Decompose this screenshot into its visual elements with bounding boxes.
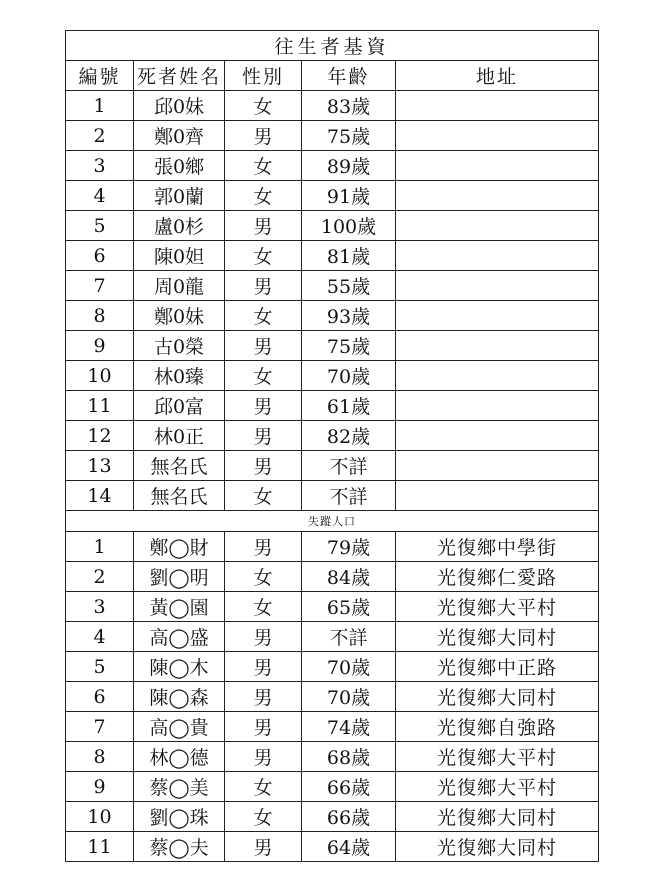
cell-sex: 男 bbox=[225, 682, 302, 712]
cell-sex: 女 bbox=[225, 592, 302, 622]
header-sex: 性別 bbox=[225, 61, 302, 91]
cell-age: 65歲 bbox=[302, 592, 396, 622]
cell-address: 光復鄉仁愛路 bbox=[396, 562, 599, 592]
deceased-row bbox=[66, 91, 599, 121]
cell-sex: 女 bbox=[225, 181, 302, 211]
cell-age: 83歲 bbox=[302, 91, 396, 121]
cell-age: 91歲 bbox=[302, 181, 396, 211]
header-row bbox=[66, 61, 599, 91]
cell-sex: 女 bbox=[225, 772, 302, 802]
cell-number: 14 bbox=[66, 481, 134, 511]
cell-age: 70歲 bbox=[302, 682, 396, 712]
cell-address bbox=[396, 151, 599, 181]
cell-sex: 男 bbox=[225, 451, 302, 481]
cell-sex: 女 bbox=[225, 361, 302, 391]
missing-row bbox=[66, 592, 599, 622]
cell-number: 10 bbox=[66, 802, 134, 832]
records-table bbox=[65, 30, 599, 862]
cell-address: 光復鄉中學街 bbox=[396, 532, 599, 562]
cell-number: 6 bbox=[66, 241, 134, 271]
cell-age: 70歲 bbox=[302, 361, 396, 391]
cell-sex: 女 bbox=[225, 802, 302, 832]
cell-address bbox=[396, 451, 599, 481]
cell-name: 張0鄉 bbox=[134, 151, 225, 181]
cell-name: 古0榮 bbox=[134, 331, 225, 361]
cell-name: 高◯貴 bbox=[134, 712, 225, 742]
cell-sex: 男 bbox=[225, 121, 302, 151]
cell-name: 高◯盛 bbox=[134, 622, 225, 652]
cell-address bbox=[396, 211, 599, 241]
cell-age: 93歲 bbox=[302, 301, 396, 331]
cell-sex: 女 bbox=[225, 91, 302, 121]
cell-sex: 女 bbox=[225, 301, 302, 331]
cell-address: 光復鄉大同村 bbox=[396, 682, 599, 712]
cell-name: 鄭◯財 bbox=[134, 532, 225, 562]
cell-number: 9 bbox=[66, 331, 134, 361]
cell-age: 100歲 bbox=[302, 211, 396, 241]
cell-name: 黃◯園 bbox=[134, 592, 225, 622]
cell-name: 陳◯木 bbox=[134, 652, 225, 682]
cell-address: 光復鄉大平村 bbox=[396, 592, 599, 622]
cell-name: 陳0妲 bbox=[134, 241, 225, 271]
cell-age: 74歲 bbox=[302, 712, 396, 742]
cell-sex: 男 bbox=[225, 712, 302, 742]
deceased-row bbox=[66, 481, 599, 511]
cell-sex: 女 bbox=[225, 481, 302, 511]
missing-row bbox=[66, 712, 599, 742]
cell-sex: 女 bbox=[225, 241, 302, 271]
cell-name: 邱0富 bbox=[134, 391, 225, 421]
cell-address bbox=[396, 241, 599, 271]
deceased-row bbox=[66, 331, 599, 361]
cell-sex: 男 bbox=[225, 652, 302, 682]
cell-number: 7 bbox=[66, 712, 134, 742]
cell-name: 無名氏 bbox=[134, 451, 225, 481]
cell-name: 邱0妹 bbox=[134, 91, 225, 121]
cell-address bbox=[396, 421, 599, 451]
cell-number: 8 bbox=[66, 301, 134, 331]
cell-age: 75歲 bbox=[302, 121, 396, 151]
missing-row bbox=[66, 622, 599, 652]
cell-sex: 男 bbox=[225, 391, 302, 421]
cell-age: 84歲 bbox=[302, 562, 396, 592]
cell-address bbox=[396, 361, 599, 391]
cell-age: 81歲 bbox=[302, 241, 396, 271]
cell-sex: 女 bbox=[225, 562, 302, 592]
cell-address bbox=[396, 121, 599, 151]
cell-age: 68歲 bbox=[302, 742, 396, 772]
cell-sex: 男 bbox=[225, 622, 302, 652]
deceased-row bbox=[66, 271, 599, 301]
cell-number: 8 bbox=[66, 742, 134, 772]
table-title-row bbox=[66, 31, 599, 61]
cell-address: 光復鄉大同村 bbox=[396, 622, 599, 652]
header-address: 地址 bbox=[396, 61, 599, 91]
cell-age: 82歲 bbox=[302, 421, 396, 451]
cell-address bbox=[396, 91, 599, 121]
cell-name: 林0正 bbox=[134, 421, 225, 451]
cell-number: 2 bbox=[66, 562, 134, 592]
cell-number: 7 bbox=[66, 271, 134, 301]
deceased-row bbox=[66, 211, 599, 241]
deceased-row bbox=[66, 451, 599, 481]
cell-age: 89歲 bbox=[302, 151, 396, 181]
section-row bbox=[66, 511, 599, 532]
cell-number: 2 bbox=[66, 121, 134, 151]
missing-row bbox=[66, 532, 599, 562]
deceased-row bbox=[66, 121, 599, 151]
cell-age: 55歲 bbox=[302, 271, 396, 301]
cell-sex: 男 bbox=[225, 532, 302, 562]
table-title: 往生者基資 bbox=[66, 31, 599, 61]
cell-name: 郭0蘭 bbox=[134, 181, 225, 211]
cell-sex: 男 bbox=[225, 211, 302, 241]
cell-address bbox=[396, 271, 599, 301]
cell-number: 5 bbox=[66, 211, 134, 241]
cell-address: 光復鄉大平村 bbox=[396, 772, 599, 802]
cell-address: 光復鄉大平村 bbox=[396, 742, 599, 772]
cell-name: 劉◯珠 bbox=[134, 802, 225, 832]
missing-row bbox=[66, 562, 599, 592]
cell-address: 光復鄉大同村 bbox=[396, 832, 599, 862]
cell-number: 4 bbox=[66, 622, 134, 652]
cell-age: 61歲 bbox=[302, 391, 396, 421]
cell-name: 劉◯明 bbox=[134, 562, 225, 592]
missing-row bbox=[66, 802, 599, 832]
cell-address bbox=[396, 181, 599, 211]
header-name: 死者姓名 bbox=[134, 61, 225, 91]
cell-sex: 男 bbox=[225, 742, 302, 772]
cell-address: 光復鄉大同村 bbox=[396, 802, 599, 832]
cell-number: 10 bbox=[66, 361, 134, 391]
cell-sex: 男 bbox=[225, 271, 302, 301]
cell-age: 不詳 bbox=[302, 622, 396, 652]
cell-sex: 男 bbox=[225, 832, 302, 862]
cell-number: 4 bbox=[66, 181, 134, 211]
cell-address bbox=[396, 331, 599, 361]
cell-address bbox=[396, 481, 599, 511]
cell-name: 無名氏 bbox=[134, 481, 225, 511]
section-label: 失蹤人口 bbox=[66, 511, 599, 532]
cell-address bbox=[396, 301, 599, 331]
missing-row bbox=[66, 682, 599, 712]
cell-age: 不詳 bbox=[302, 451, 396, 481]
missing-row bbox=[66, 832, 599, 862]
cell-sex: 女 bbox=[225, 151, 302, 181]
header-age: 年齡 bbox=[302, 61, 396, 91]
cell-number: 13 bbox=[66, 451, 134, 481]
cell-address bbox=[396, 391, 599, 421]
cell-name: 蔡◯美 bbox=[134, 772, 225, 802]
cell-number: 9 bbox=[66, 772, 134, 802]
cell-number: 6 bbox=[66, 682, 134, 712]
cell-sex: 男 bbox=[225, 421, 302, 451]
cell-number: 1 bbox=[66, 91, 134, 121]
cell-number: 12 bbox=[66, 421, 134, 451]
cell-number: 1 bbox=[66, 532, 134, 562]
missing-row bbox=[66, 742, 599, 772]
cell-name: 鄭0齊 bbox=[134, 121, 225, 151]
deceased-row bbox=[66, 361, 599, 391]
cell-name: 盧0杉 bbox=[134, 211, 225, 241]
cell-age: 66歲 bbox=[302, 802, 396, 832]
cell-name: 陳◯森 bbox=[134, 682, 225, 712]
cell-number: 5 bbox=[66, 652, 134, 682]
cell-number: 3 bbox=[66, 592, 134, 622]
deceased-row bbox=[66, 421, 599, 451]
cell-name: 蔡◯夫 bbox=[134, 832, 225, 862]
deceased-row bbox=[66, 391, 599, 421]
deceased-row bbox=[66, 151, 599, 181]
deceased-row bbox=[66, 301, 599, 331]
missing-row bbox=[66, 772, 599, 802]
cell-number: 3 bbox=[66, 151, 134, 181]
cell-name: 林0臻 bbox=[134, 361, 225, 391]
header-number: 編號 bbox=[66, 61, 134, 91]
cell-sex: 男 bbox=[225, 331, 302, 361]
cell-age: 64歲 bbox=[302, 832, 396, 862]
cell-age: 79歲 bbox=[302, 532, 396, 562]
deceased-row bbox=[66, 181, 599, 211]
cell-number: 11 bbox=[66, 391, 134, 421]
cell-name: 鄭0妹 bbox=[134, 301, 225, 331]
cell-address: 光復鄉自強路 bbox=[396, 712, 599, 742]
cell-name: 林◯德 bbox=[134, 742, 225, 772]
cell-age: 70歲 bbox=[302, 652, 396, 682]
missing-row bbox=[66, 652, 599, 682]
cell-age: 不詳 bbox=[302, 481, 396, 511]
cell-name: 周0龍 bbox=[134, 271, 225, 301]
cell-age: 66歲 bbox=[302, 772, 396, 802]
cell-number: 11 bbox=[66, 832, 134, 862]
deceased-row bbox=[66, 241, 599, 271]
cell-age: 75歲 bbox=[302, 331, 396, 361]
cell-address: 光復鄉中正路 bbox=[396, 652, 599, 682]
